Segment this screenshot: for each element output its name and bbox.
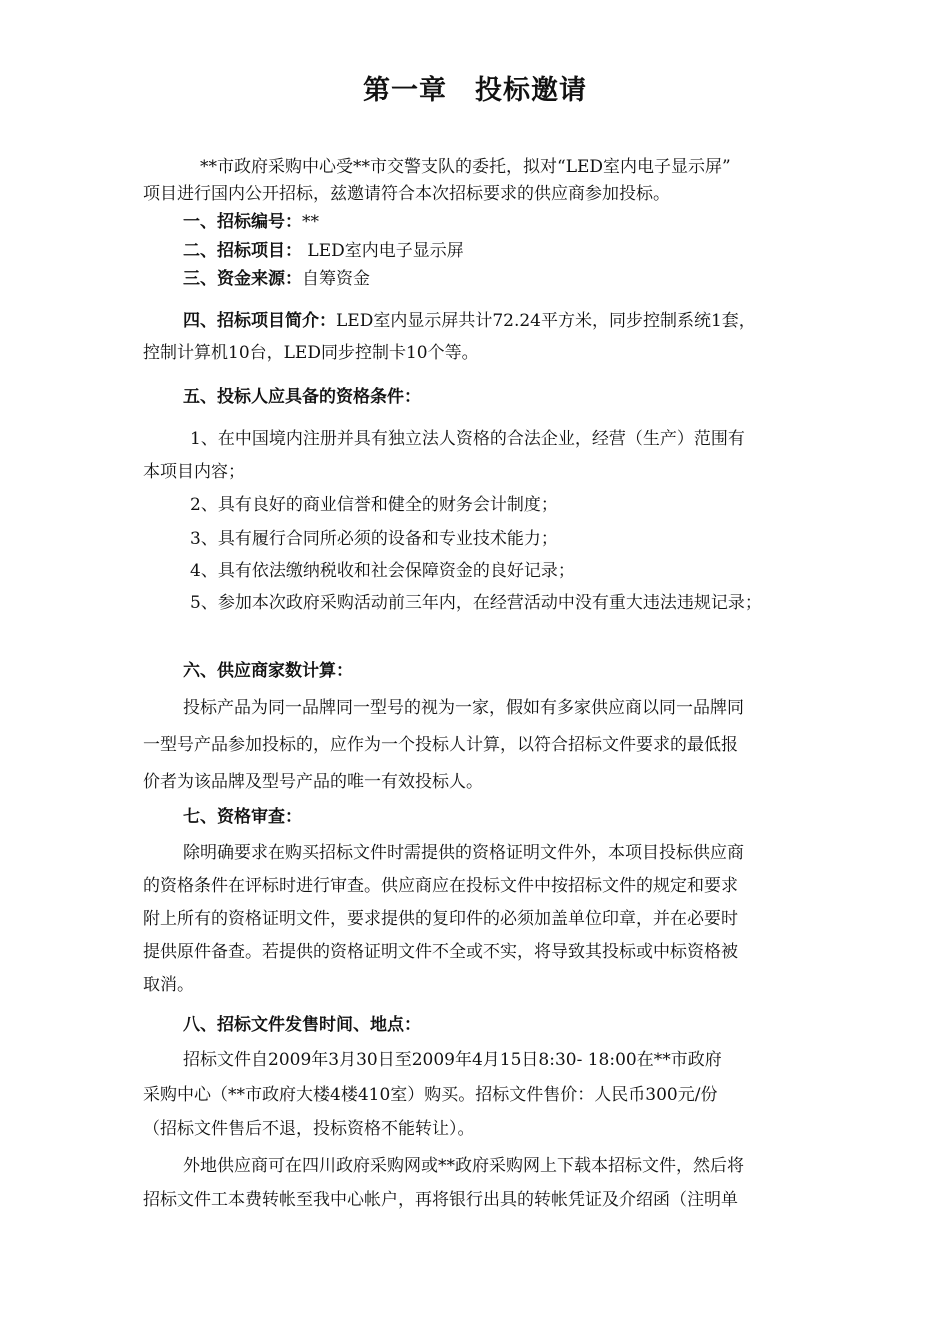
section-project-summary-label: 四、招标项目简介： bbox=[183, 311, 336, 331]
section-project-summary-line-1: LED室内显示屏共计72.24平方米，同步控制系统1套， bbox=[336, 311, 756, 331]
section-fund-source bbox=[183, 268, 370, 290]
intro-line-1: **市政府采购中心受**市交警支队的委托，拟对“LED室内电子显示屏” bbox=[200, 157, 731, 177]
section-sale-paragraph-2-line-1: 外地供应商可在四川政府采购网或**政府采购网上下载本招标文件，然后将 bbox=[183, 1156, 744, 1176]
section-bid-project-label: 二、招标项目： bbox=[183, 241, 302, 261]
section-supplier-count-line-3: 价者为该品牌及型号产品的唯一有效投标人。 bbox=[143, 772, 483, 792]
qualification-item-2: 2、具有良好的商业信誉和健全的财务会计制度； bbox=[190, 495, 558, 515]
section-bid-number-label: 一、招标编号： bbox=[183, 212, 302, 232]
section-qualification-review-line-4: 提供原件备查。若提供的资格证明文件不全或不实，将导致其投标或中标资格被 bbox=[143, 942, 738, 962]
section-supplier-count-heading: 六、供应商家数计算： bbox=[183, 661, 353, 681]
qualification-item-3: 3、具有履行合同所必须的设备和专业技术能力； bbox=[190, 529, 558, 549]
qualification-item-4: 4、具有依法缴纳税收和社会保障资金的良好记录； bbox=[190, 561, 575, 581]
section-fund-source-value: 自筹资金 bbox=[302, 269, 370, 289]
section-qualifications-heading: 五、投标人应具备的资格条件： bbox=[183, 387, 421, 407]
section-bid-number bbox=[183, 211, 319, 233]
section-supplier-count-line-1: 投标产品为同一品牌同一型号的视为一家，假如有多家供应商以同一品牌同 bbox=[183, 698, 744, 718]
section-project-summary-line-2: 控制计算机10台，LED同步控制卡10个等。 bbox=[143, 343, 479, 363]
qualification-item-1-line-1: 1、在中国境内注册并具有独立法人资格的合法企业，经营（生产）范围有 bbox=[190, 429, 745, 449]
section-sale-paragraph-1-line-1: 招标文件自2009年3月30日至2009年4月15日8:30- 18:00在**市政府 bbox=[183, 1050, 722, 1070]
section-bid-project-value: LED室内电子显示屏 bbox=[302, 241, 464, 261]
section-sale-paragraph-2-line-2: 招标文件工本费转帐至我中心帐户，再将银行出具的转帐凭证及介绍函（注明单 bbox=[143, 1190, 738, 1210]
section-qualification-review-line-3: 附上所有的资格证明文件，要求提供的复印件的必须加盖单位印章，并在必要时 bbox=[143, 909, 738, 929]
section-sale-paragraph-1-line-3: （招标文件售后不退，投标资格不能转让）。 bbox=[143, 1119, 475, 1139]
section-qualification-review-heading: 七、资格审查： bbox=[183, 807, 302, 827]
chapter-name: 投标邀请 bbox=[475, 75, 587, 106]
section-supplier-count-line-2: 一型号产品参加投标的，应作为一个投标人计算，以符合招标文件要求的最低报 bbox=[143, 735, 738, 755]
section-bid-project bbox=[183, 240, 464, 262]
qualification-item-1-line-2: 本项目内容； bbox=[143, 462, 245, 482]
chapter-number: 第一章 bbox=[363, 75, 447, 106]
section-project-summary bbox=[183, 310, 756, 332]
chapter-title bbox=[0, 68, 950, 107]
section-qualification-review-line-5: 取消。 bbox=[143, 975, 194, 995]
section-qualification-review-line-1: 除明确要求在购买招标文件时需提供的资格证明文件外，本项目投标供应商 bbox=[183, 843, 744, 863]
qualification-item-5: 5、参加本次政府采购活动前三年内，在经营活动中没有重大违法违规记录； bbox=[190, 593, 762, 613]
section-qualification-review-line-2: 的资格条件在评标时进行审查。供应商应在投标文件中按招标文件的规定和要求 bbox=[143, 876, 738, 896]
intro-line-2: 项目进行国内公开招标，兹邀请符合本次招标要求的供应商参加投标。 bbox=[143, 184, 670, 204]
section-sale-paragraph-1-line-2: 采购中心（**市政府大楼4楼410室）购买。招标文件售价：人民币300元/份 bbox=[143, 1085, 718, 1105]
section-sale-time-place-heading: 八、招标文件发售时间、地点： bbox=[183, 1015, 421, 1035]
section-bid-number-value: ** bbox=[302, 212, 319, 232]
section-fund-source-label: 三、资金来源： bbox=[183, 269, 302, 289]
